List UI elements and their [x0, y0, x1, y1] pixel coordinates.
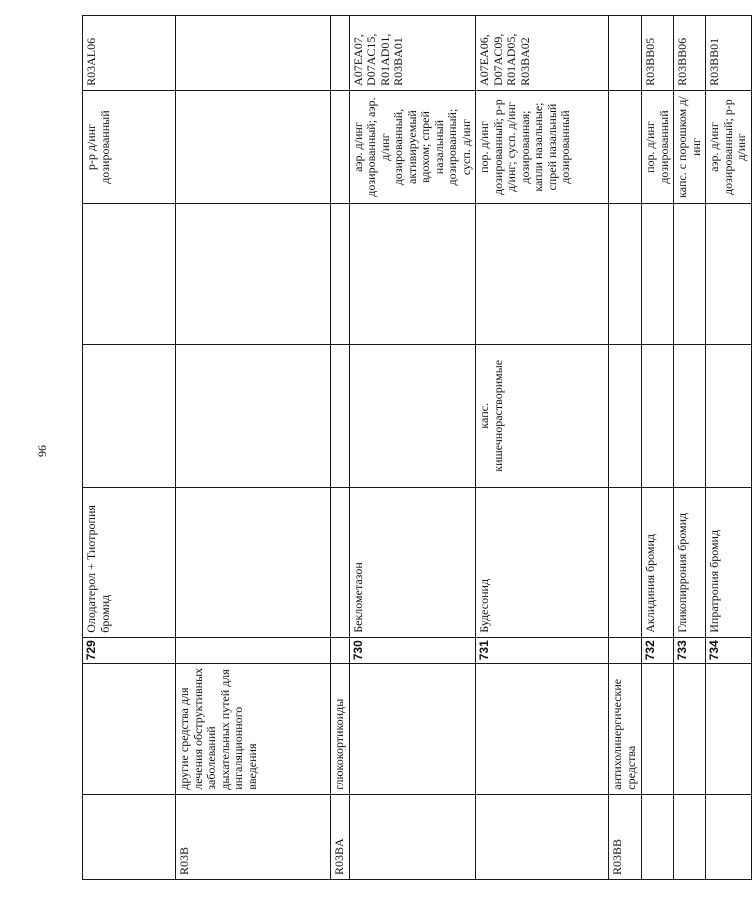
dosage-forms-cell [609, 90, 642, 203]
table-row [331, 16, 350, 880]
form-cell [331, 344, 350, 487]
item-number-cell: 730 [349, 637, 476, 663]
dosage-forms-cell: р-р д/инг дозированный [83, 90, 176, 203]
atc-codes-cell [609, 16, 642, 91]
atc-codes-cell: R03BB06 [674, 16, 706, 91]
detail-cell [706, 204, 752, 344]
detail-cell [476, 204, 609, 344]
table-row [674, 16, 706, 880]
table-row [476, 16, 609, 880]
atc-group-code-cell: R03BB [609, 794, 642, 879]
atc-group-code-cell [674, 794, 706, 879]
detail-cell [349, 204, 476, 344]
atc-codes-cell [176, 16, 331, 91]
atc-group-code-cell: R03BA [331, 794, 350, 879]
atc-group-code-cell [476, 794, 609, 879]
dosage-forms-cell: пор. д/инг дозированный; р-р д/инг; сусп. д/инг дозированная; капли назальные; спрей назальный дозированный [476, 90, 609, 203]
atc-group-code-cell [706, 794, 752, 879]
atc-group-name-cell [642, 663, 674, 794]
table-row [176, 16, 331, 880]
item-number-cell [609, 637, 642, 663]
item-number-cell [176, 637, 331, 663]
drug-name-cell [609, 488, 642, 638]
dosage-forms-cell: капс. с порошком д/инг [674, 90, 706, 203]
detail-cell [642, 204, 674, 344]
page-number: 96 [35, 445, 49, 457]
table-row [609, 16, 642, 880]
item-number-cell: 732 [642, 637, 674, 663]
atc-codes-cell: R03BB05 [642, 16, 674, 91]
atc-group-code-cell: R03B [176, 794, 331, 879]
table-row [349, 16, 476, 880]
detail-cell [674, 204, 706, 344]
atc-codes-cell [331, 16, 350, 91]
atc-codes-cell: A07EA07, D07AC15, R01AD01, R03BA01 [349, 16, 476, 91]
atc-group-code-cell [642, 794, 674, 879]
atc-group-name-cell: антихолинергические средства [609, 663, 642, 794]
form-cell [706, 344, 752, 487]
drug-name-cell: Аклидиния бромид [642, 488, 674, 638]
item-number-cell: 731 [476, 637, 609, 663]
form-cell [83, 344, 176, 487]
detail-cell [176, 204, 331, 344]
atc-group-code-cell [83, 794, 176, 879]
detail-cell [331, 204, 350, 344]
atc-codes-cell: R03BB01 [706, 16, 752, 91]
atc-group-name-cell: другие средства для лечения обструктивных заболеваний дыхательных путей для ингаляционного введения [176, 663, 331, 794]
atc-group-name-cell [476, 663, 609, 794]
form-cell [349, 344, 476, 487]
dosage-forms-cell: аэр. д/инг дозированный; аэр. д/инг дозированный, активируемый вдохом; спрей назальный дозированный; сусп. д/инг [349, 90, 476, 203]
drug-name-cell: Олодатерол + Тиотропия бромид [83, 488, 176, 638]
item-number-cell: 729 [83, 637, 176, 663]
atc-group-name-cell [349, 663, 476, 794]
atc-codes-cell: R03AL06 [83, 16, 176, 91]
form-cell: капс. кишечнорастворимые [476, 344, 609, 487]
form-cell [674, 344, 706, 487]
table-row [642, 16, 674, 880]
table-row [83, 16, 176, 880]
item-number-cell: 734 [706, 637, 752, 663]
dosage-forms-cell: аэр. д/инг дозированный; р-р д/инг [706, 90, 752, 203]
table-row [706, 16, 752, 880]
dosage-forms-cell: пор. д/инг дозированный [642, 90, 674, 203]
item-number-cell [331, 637, 350, 663]
detail-cell [609, 204, 642, 344]
form-cell [642, 344, 674, 487]
atc-group-name-cell [83, 663, 176, 794]
drug-name-cell: Будесонид [476, 488, 609, 638]
atc-codes-cell: A07EA06, D07AC09, R01AD05, R03BA02 [476, 16, 609, 91]
drug-name-cell: Ипратропия бромид [706, 488, 752, 638]
dosage-forms-cell [331, 90, 350, 203]
dosage-forms-cell [176, 90, 331, 203]
form-cell [609, 344, 642, 487]
atc-group-name-cell [674, 663, 706, 794]
drug-name-cell [176, 488, 331, 638]
item-number-cell: 733 [674, 637, 706, 663]
drug-classification-table [82, 15, 752, 880]
form-cell [176, 344, 331, 487]
drug-name-cell [331, 488, 350, 638]
detail-cell [83, 204, 176, 344]
atc-group-code-cell [349, 794, 476, 879]
drug-name-cell: Гликопиррония бромид [674, 488, 706, 638]
atc-group-name-cell [706, 663, 752, 794]
atc-group-name-cell: глюкокортикоиды [331, 663, 350, 794]
drug-name-cell: Беклометазон [349, 488, 476, 638]
rotated-page-content [82, 15, 748, 880]
